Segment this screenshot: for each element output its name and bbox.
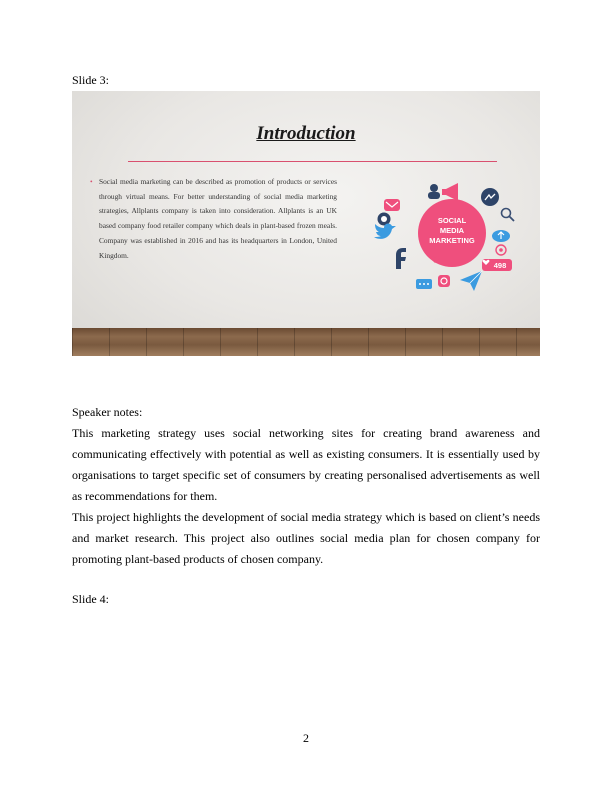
twitter-icon [374, 224, 396, 239]
slide-3-label: Slide 3: [72, 73, 110, 87]
cloud-upload-icon [492, 230, 510, 242]
slide-3-image [72, 91, 540, 356]
paper-plane-icon [460, 271, 482, 291]
speaker-notes [72, 423, 540, 570]
social-media-marketing-graphic [372, 179, 532, 299]
facebook-icon [396, 248, 406, 269]
bullet-icon: • [90, 177, 93, 186]
user-icon [428, 184, 440, 199]
search-icon [502, 209, 515, 222]
slide-bullet-text [90, 175, 337, 263]
slide-title: Introduction [256, 123, 356, 144]
email-icon [384, 199, 400, 211]
slide-4-label: Slide 4: [72, 592, 110, 606]
wooden-floor [72, 328, 540, 356]
title-divider [128, 161, 497, 162]
speaker-notes-paragraph-1: This marketing strategy uses social networking sites for creating brand awareness and communicating effectively with potential as well as existing consumers. It is essentially used by organisations to target specific set of consumers by creating personalised advertisements as well as recommendations for them. [72, 426, 540, 503]
speaker-notes-paragraph-2: This project highlights the development of social media strategy which is based on client’s needs and market research. This project also outlines social media plan for chosen company for promoting plant-based products of chosen company. [72, 510, 540, 566]
page-number: 2 [303, 731, 309, 745]
graphic-line-3: MARKETING [429, 236, 475, 245]
megaphone-icon [442, 183, 458, 201]
graphic-line-2: MEDIA [439, 226, 465, 235]
messenger-icon [481, 188, 499, 206]
whatsapp-icon [378, 213, 391, 226]
instagram-icon [438, 275, 450, 287]
like-count: 498 [493, 261, 507, 270]
at-sign-icon [496, 245, 506, 255]
graphic-line-1: SOCIAL [437, 216, 467, 225]
speaker-notes-label: Speaker notes: [72, 405, 143, 419]
chat-icon [416, 279, 432, 289]
bullet-text: Social media marketing can be described as promotion of products or services through virtual means. For better understanding of social media marketing strategies, Allplants company is taken into consideration. Allplants is an UK based company food retailer company which deals in plant-based frozen meals. Company was established in 2016 and has its headquarters in London, United Kingdom. [99, 177, 337, 260]
